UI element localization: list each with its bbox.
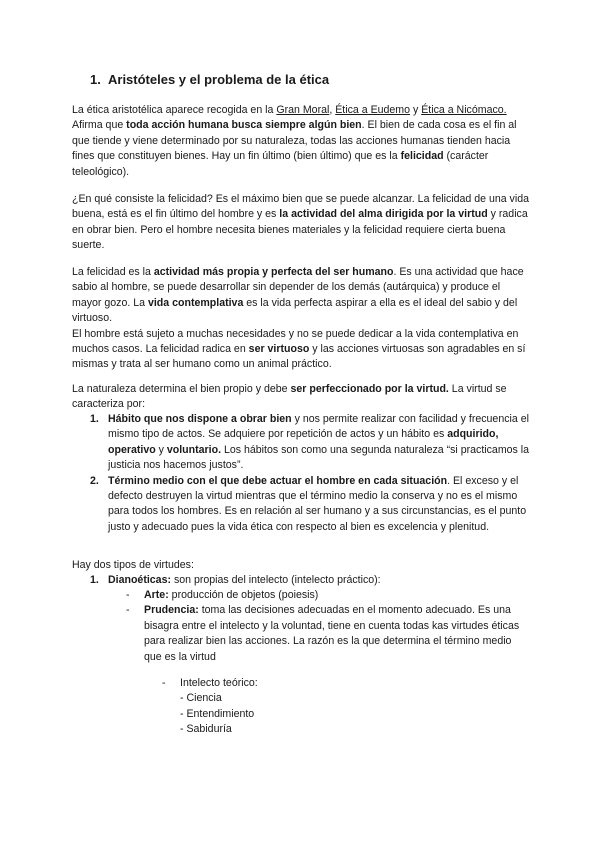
list-item — [162, 676, 258, 691]
text-run: y — [410, 104, 422, 116]
paragraph-actividad — [72, 265, 530, 373]
text-run: es la vida perfecta aspirar a ella es el ideal del sabio y del virtuoso. — [72, 296, 518, 325]
work-title-nicomaco: Ética a Nicómaco. — [421, 104, 507, 116]
bold-text: vida contemplativa — [147, 296, 244, 309]
intelecto-teorico-list — [162, 676, 258, 738]
bold-text: adquirido, operativo — [108, 428, 499, 456]
text-run: son propias del intelecto (intelecto práctico): — [171, 574, 381, 586]
heading-number: 1. — [90, 72, 101, 87]
text-run: , — [329, 104, 336, 116]
text-run: Los hábitos son como una segunda naturaleza “si practicamos la justicia nos hacemos justos”. — [108, 443, 530, 472]
text-run: . El exceso y el defecto destruyen la virtud mientras que el término medio la conserva y no es el mismo para todos los hombres. Es en relación al ser humano y a sus circunstancias, es el punto justo y adecuado pues la vida ética con respecto al bien es excelencia y plenitud. — [108, 474, 527, 533]
dianoeticas-sublist — [126, 588, 530, 665]
bold-text: ser virtuoso — [248, 343, 310, 356]
list-number: 1. — [90, 574, 99, 586]
text-run: y — [155, 443, 167, 456]
text-run: La virtud se caracteriza por: — [72, 383, 507, 411]
bold-text: actividad más propia y perfecta del ser humano — [153, 266, 394, 278]
text-run: . Es una actividad que hace sabio al hombre, se puede desarrollar sin depender de los demás (autárquica) y produce el mayor gozo. La — [72, 266, 524, 309]
text-run: La ética aristotélica aparece recogida en la — [72, 104, 277, 116]
bold-text: Prudencia: — [144, 604, 199, 617]
text-run: El hombre está sujeto a muchas necesidades y no se puede dedicar a la vida contemplativa en muchos casos. La felicidad radica en — [72, 327, 519, 356]
bold-text: ser perfeccionado por la virtud. — [290, 383, 449, 395]
text-run: y radica en obrar bien. Pero el hombre necesita bienes materiales y la felicidad requiere cierta buena suerte. — [72, 208, 528, 252]
bold-text: toda acción humana busca siempre algún bien — [126, 119, 362, 132]
text-run: producción de objetos (poiesis) — [168, 589, 319, 601]
text-run: (carácter teleológico). — [72, 150, 489, 178]
bold-text: Término medio con el que debe actuar el hombre en cada situación — [108, 474, 448, 487]
text-run: Afirma que — [72, 119, 127, 132]
bold-text: felicidad — [400, 150, 444, 163]
section-heading — [90, 72, 329, 87]
bold-text: la actividad del alma dirigida por la virtud — [279, 208, 488, 221]
text-run: y nos permite realizar con facilidad y frecuencia el mismo tipo de actos. Se adquiere por repetición de actos y un hábito es — [108, 413, 529, 441]
dash-bullet: - — [162, 677, 166, 689]
bold-text: Hábito que nos dispone a obrar bien — [108, 413, 292, 425]
bold-text: voluntario. — [166, 443, 222, 456]
list-item: - Entendimiento — [180, 707, 255, 720]
bold-text: Dianoéticas: — [108, 574, 171, 586]
list-item — [126, 588, 530, 603]
text-run: La felicidad es la — [72, 266, 154, 278]
paragraph-felicidad — [72, 192, 530, 254]
text-run: . El bien de cada cosa es el fin al que tiende y viene determinado por su naturaleza, todas las acciones humanas tienden hacia fines que constituyen bienes. Hay un fin último (bien último) que es la — [72, 119, 517, 163]
text-run: La naturaleza determina el bien propio y debe — [72, 383, 291, 395]
work-title-gran-moral: Gran Moral — [276, 104, 330, 116]
virtue-characteristics-list — [90, 412, 530, 535]
dash-bullet: - — [126, 604, 130, 617]
list-item — [126, 603, 530, 665]
list-item: - Ciencia — [180, 692, 222, 705]
paragraph-intro — [72, 103, 530, 180]
list-number: 1. — [90, 413, 99, 425]
list-title: Intelecto teórico: — [180, 677, 258, 689]
virtue-types-list — [90, 573, 530, 588]
heading-text: Aristóteles y el problema de la ética — [108, 72, 330, 87]
list-item — [90, 474, 530, 536]
list-item — [90, 573, 530, 588]
bold-text: Arte: — [144, 589, 169, 601]
list-number: 2. — [90, 474, 99, 487]
work-title-eudemo: Ética a Eudemo — [335, 104, 411, 116]
list-item: - Sabiduría — [180, 723, 232, 736]
paragraph-tipos: Hay dos tipos de virtudes: — [72, 559, 194, 571]
text-run: y las acciones virtuosas son agradables en sí mismas y trata al ser humano como un animal práctico. — [72, 343, 526, 371]
paragraph-virtud — [72, 382, 530, 413]
dash-bullet: - — [126, 589, 130, 601]
text-run: ¿En qué consiste la felicidad? Es el máximo bien que se puede alcanzar. La felicidad de una vida buena, está es el fin último del hombre y es — [72, 193, 529, 221]
list-item — [90, 412, 530, 474]
text-run: toma las decisiones adecuadas en el momento adecuado. Es una bisagra entre el intelecto y la voluntad, tiene en cuenta todas kas virtudes éticas para realizar bien las acciones. La razón es la que determina el término medio que es la virtud — [144, 604, 520, 663]
